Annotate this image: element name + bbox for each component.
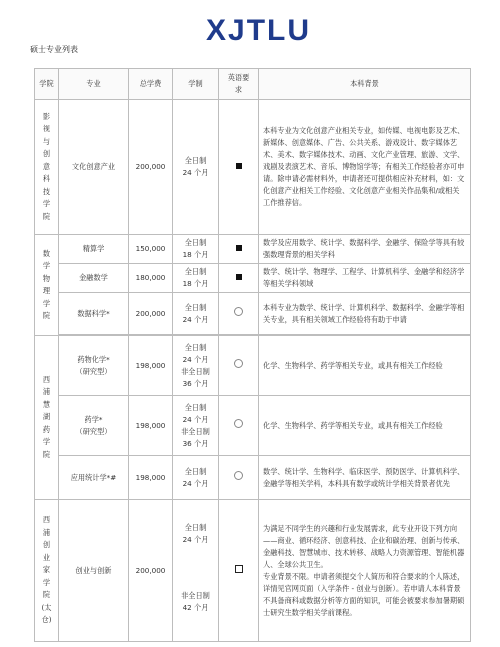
mode-cell — [173, 336, 219, 396]
mode-line: 全日制 — [184, 238, 207, 247]
school-cell — [35, 336, 59, 500]
mode-line: 非全日制 — [181, 426, 210, 436]
background-cell: 本科专业为数学、统计学、计算机科学、数据科学、金融学等相关专业，具有相关领域工作经验将有助于申请 — [259, 293, 471, 335]
mode-line: 24 个月 — [182, 534, 209, 544]
mode-cell — [173, 264, 219, 293]
major-line: （研究型） — [75, 366, 112, 376]
fee-cell: 198,000 — [129, 336, 173, 396]
mode-cell — [173, 293, 219, 335]
major-cell: 应用统计学*# — [59, 456, 129, 500]
fee-cell: 180,000 — [129, 264, 173, 293]
open-circle-icon — [234, 307, 243, 316]
mode-cell — [173, 456, 219, 500]
major-cell: 创业与创新 — [59, 500, 129, 642]
xjtlu-logo: XJTLU — [206, 14, 312, 47]
header-school: 学院 — [35, 69, 59, 100]
page-title: 硕士专业列表 — [30, 45, 78, 54]
table-row — [35, 500, 471, 642]
mode-line: 24 个月 — [182, 314, 209, 324]
school-name: 数学物理学院 — [42, 248, 51, 320]
fee-cell: 200,000 — [129, 293, 173, 335]
fee-cell: 150,000 — [129, 235, 173, 264]
major-cell: 精算学 — [59, 235, 129, 264]
mode-line: 全日制 — [184, 522, 207, 532]
fee-cell: 200,000 — [129, 100, 173, 235]
major-line: 药学* — [84, 414, 103, 424]
table-row — [35, 336, 471, 396]
mode-line: 18 个月 — [182, 279, 209, 288]
mode-line: 全日制 — [184, 156, 207, 165]
school-cell — [35, 235, 59, 336]
major-cell: 数据科学* — [59, 293, 129, 335]
major-cell — [59, 396, 129, 456]
background-cell: 本科专业为文化创意产业相关专业，如传媒、电视电影及艺术、新媒体、创意媒体、广告、公共关系、游戏设计、数字媒体艺术、美术、数字媒体技术、动画、文化产业管理、旅游、文学、戏剧及表演艺术、音乐、博物馆学等；有相关工作经验者亦可申请。除申请必需材料外，申请者还可提供相应补充材料，如：文化创意产业相关工作经验、文化创意产业相关作品集和/或相关工作推荐信。 — [259, 100, 471, 235]
english-cell — [219, 500, 259, 642]
fee-cell: 198,000 — [129, 396, 173, 456]
mode-line: 全日制 — [184, 342, 207, 352]
mode-cell — [173, 100, 219, 235]
school-cell — [35, 500, 59, 642]
header-english: 英语要求 — [219, 69, 259, 100]
background-paragraph: 专业背景不限。申请者须提交个人简历和符合要求的个人陈述，详情见官网页面（入学条件 - 创业与创新）。若申请人本科背景不具备商科或数据分析等方面的知识，可能会被要求参加暑期硕士研究生数学相关学前课程。 — [263, 571, 465, 617]
table-row — [35, 293, 471, 335]
major-cell: 金融数学 — [59, 264, 129, 293]
english-cell — [219, 293, 259, 335]
mode-line: 42 个月 — [182, 602, 209, 612]
school-name: 西浦创业家学院(太仓) — [41, 515, 52, 625]
mode-line: 24 个月 — [182, 478, 209, 488]
fee-cell: 198,000 — [129, 456, 173, 500]
program-table — [34, 68, 471, 642]
background-cell: 化学、生物科学、药学等相关专业，或具有相关工作经验 — [259, 336, 471, 396]
filled-square-icon — [236, 274, 242, 280]
header-background: 本科背景 — [259, 69, 471, 100]
fee-cell: 200,000 — [129, 500, 173, 642]
mode-cell — [173, 500, 219, 642]
background-cell: 化学、生物科学、药学等相关专业，或具有相关工作经验 — [259, 396, 471, 456]
major-cell — [59, 336, 129, 396]
table-row — [35, 235, 471, 264]
mode-line: 36 个月 — [182, 378, 209, 388]
mode-line: 全日制 — [184, 402, 207, 412]
background-cell — [259, 500, 471, 642]
mode-cell — [173, 235, 219, 264]
english-cell — [219, 264, 259, 293]
filled-square-icon — [236, 245, 242, 251]
english-cell — [219, 235, 259, 264]
header-fee: 总学费 — [129, 69, 173, 100]
mode-cell — [173, 396, 219, 456]
header-major: 专业 — [59, 69, 129, 100]
filled-square-icon — [236, 163, 242, 169]
school-name: 西浦慧湖药学院 — [42, 374, 51, 459]
mode-line: 24 个月 — [182, 168, 209, 177]
table-row — [35, 100, 471, 235]
mode-line: 全日制 — [184, 302, 207, 312]
table-header-row — [35, 69, 471, 100]
mode-line: 24 个月 — [182, 414, 209, 424]
mode-line: 非全日制 — [181, 590, 210, 600]
english-cell — [219, 396, 259, 456]
school-name: 影视与创意科技学院 — [42, 111, 51, 221]
major-cell: 文化创意产业 — [59, 100, 129, 235]
open-circle-icon — [234, 359, 243, 368]
mode-line: 全日制 — [184, 466, 207, 476]
mode-line: 18 个月 — [182, 250, 209, 259]
school-cell — [35, 100, 59, 235]
table-row — [35, 456, 471, 500]
major-line: 药物化学* — [77, 354, 110, 364]
background-paragraph: 为满足不同学生的兴趣和行业发展需求，此专业开设下列方向——商业、循环经济、创意科技、企业和碳治理、创新与传承、金融科技、智慧城市、技术转移、战略人力资源管理、智能机器人、全球公共卫生。 — [263, 523, 465, 569]
mode-line: 非全日制 — [181, 366, 210, 376]
english-cell — [219, 336, 259, 396]
table-row — [35, 396, 471, 456]
open-circle-icon — [234, 471, 243, 480]
english-cell — [219, 456, 259, 500]
mode-line: 36 个月 — [182, 438, 209, 448]
background-cell: 数学、统计学、物理学、工程学、计算机科学、金融学和经济学等相关学科领域 — [259, 264, 471, 293]
mode-line: 全日制 — [184, 267, 207, 276]
mode-line: 24 个月 — [182, 354, 209, 364]
major-line: （研究型） — [75, 426, 112, 436]
open-square-icon — [235, 565, 243, 573]
open-circle-icon — [234, 419, 243, 428]
table-row — [35, 264, 471, 293]
header-mode: 学制 — [173, 69, 219, 100]
background-cell: 数学及应用数学、统计学、数据科学、金融学、保险学等具有较强数理背景的相关学科 — [259, 235, 471, 264]
background-cell: 数学、统计学、生物科学、临床医学、预防医学、计算机科学、金融学等相关学科，本科具有数学或统计学相关背景者优先 — [259, 456, 471, 500]
english-cell — [219, 100, 259, 235]
